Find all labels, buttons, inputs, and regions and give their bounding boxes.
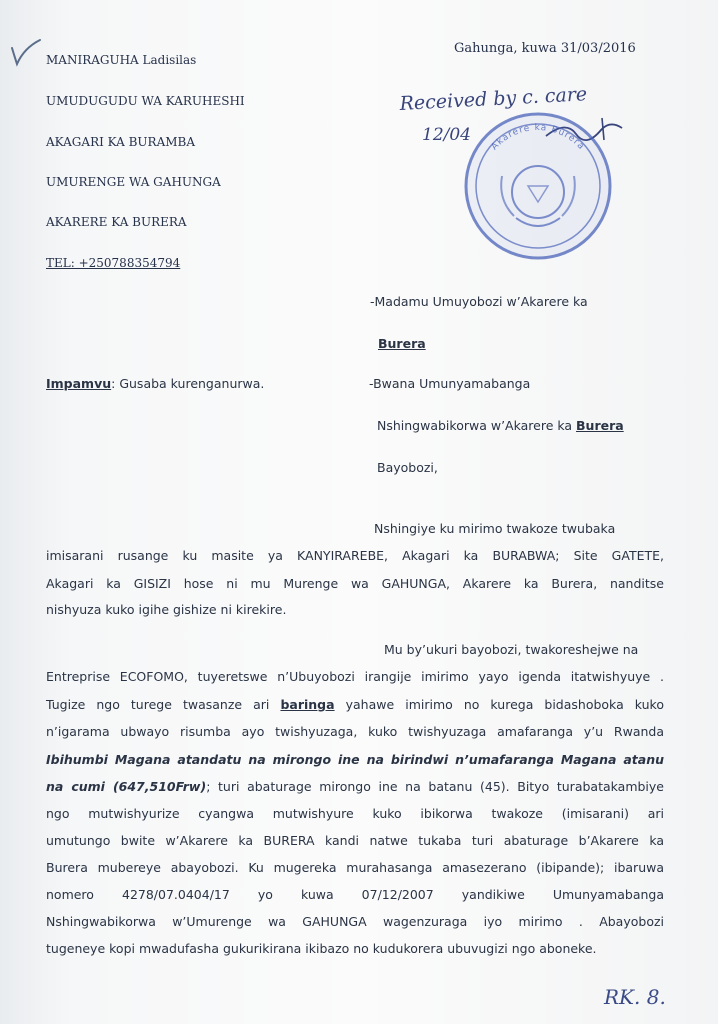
sender-akarere: AKARERE KA BURERA: [46, 215, 187, 229]
recipient-line-3: [377, 420, 624, 433]
paragraph-2-line-6b: ; turi abaturage mirongo ine na batanu (45). Bityo turabatakambiye: [206, 779, 664, 794]
recipient-line-3-prefix: Nshingwabikorwa w’Akarere ka: [377, 418, 577, 433]
subject-line: [46, 378, 264, 391]
received-by-text: Received by c. care: [399, 84, 588, 115]
recipient-place-1: Burera: [378, 336, 426, 351]
paragraph-1-line-4: nishyuza kuko igihe gishize ni kirekire.: [46, 602, 287, 617]
official-stamp: [458, 106, 618, 266]
paragraph-2-line-11: Nshingwabikorwa w’Umurenge wa GAHUNGA wagenzuraga iyo mirimo . Abayobozi: [46, 914, 664, 929]
paragraph-2-line-5: Ibihumbi Magana atandatu na mirongo ine na birindwi n’umafaranga Magana atanu: [46, 752, 664, 767]
paragraph-2-line-10: nomero 4278/07.0404/17 yo kuwa 07/12/2007 yandikiwe Umunyamabanga: [46, 887, 664, 902]
recipient-line-2: -Bwana Umunyamabanga: [369, 376, 531, 391]
paragraph-2-line-3: [46, 699, 664, 712]
recipient-place-2: Burera: [576, 418, 624, 433]
subject-label: Impamvu: [46, 376, 112, 391]
paragraph-2-line-9: Burera mubereye abayobozi. Ku mugereka murahasanga amasezerano (ibipande); ibaruwa: [46, 860, 664, 875]
bottom-note-text: RK. 8.: [604, 985, 666, 1009]
paragraph-2-line-3a: Tugize ngo turege twasanze ari: [46, 697, 281, 712]
subject-text: : Gusaba kurenganurwa.: [111, 376, 265, 391]
paragraph-2-line-7: ngo mutwishyurize cyangwa mutwishyure kuko ibikorwa twakoze (imisarani) ari: [46, 806, 664, 821]
paragraph-2-line-12: tugeneye kopi mwadufasha gukurikirana ikibazo no kudukorera ubuvugizi ngo aboneke.: [46, 941, 597, 956]
paragraph-1-line-3: Akagari ka GISIZI hose ni mu Murenge wa GAHUNGA, Akarere ka Burera, nanditse: [46, 576, 664, 591]
sender-akagari: AKAGARI KA BURAMBA: [46, 135, 196, 149]
sender-name: MANIRAGUHA Ladisilas: [46, 53, 197, 67]
paragraph-1-line-1: Nshingiye ku mirimo twakoze twubaka: [374, 521, 616, 536]
sender-umudugudu: UMUDUGUDU WA KARUHESHI: [46, 94, 245, 108]
paragraph-2-line-6: [46, 781, 664, 794]
salutation: Bayobozi,: [377, 460, 438, 475]
paragraph-2-line-8: umutungo bwite w’Akarere ka BURERA kandi natwe tukaba turi abaturage b’Akarere ka: [46, 833, 664, 848]
paragraph-2-line-2: Entreprise ECOFOMO, tuyeretswe n’Ubuyobozi irangije imirimo yayo igenda itatwishyuye .: [46, 669, 664, 684]
letter-date: Gahunga, kuwa 31/03/2016: [454, 41, 636, 56]
bottom-handwritten-note: [600, 978, 700, 1018]
paragraph-2-line-3c: yahawe imirimo no kurega bidashoboka kuko: [334, 697, 664, 712]
checkmark-icon: [6, 34, 42, 72]
highlight-baringa: baringa: [280, 697, 335, 712]
paragraph-1-line-2: imisarani rusange ku masite ya KANYIRAREBE, Akagari ka BURABWA; Site GATETE,: [46, 548, 664, 563]
sender-umurenge: UMURENGE WA GAHUNGA: [46, 175, 221, 189]
received-date-text: 12/04: [422, 125, 471, 145]
stamp-text: Akarere ka Burera: [489, 122, 587, 153]
recipient-line-1: -Madamu Umuyobozi w’Akarere ka: [370, 294, 588, 309]
amount-text: na cumi (647,510Frw): [46, 779, 207, 794]
sender-telephone: TEL: +250788354794: [46, 256, 181, 270]
paragraph-2-line-1: Mu by’ukuri bayobozi, twakoreshejwe na: [384, 642, 639, 657]
paragraph-2-line-4: n’igarama ubwayo risumba ayo twishyuzaga, kuko twishyuzaga amafaranga y’u Rwanda: [46, 724, 664, 739]
